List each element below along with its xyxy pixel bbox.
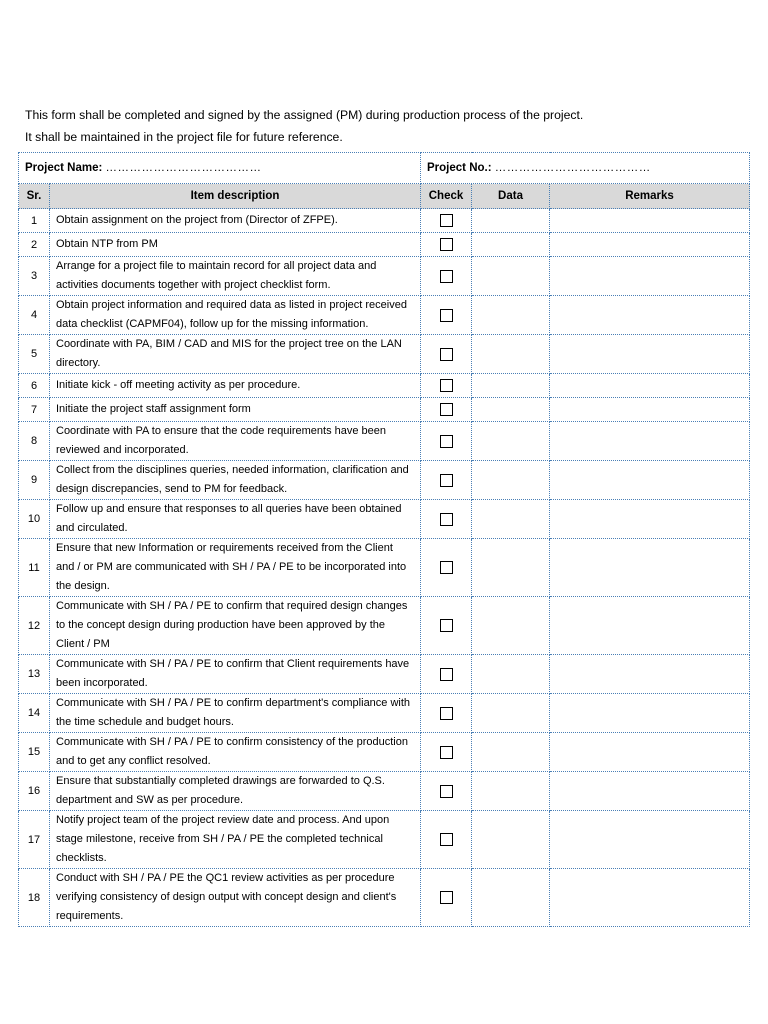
row-remarks-cell[interactable] <box>550 209 750 233</box>
row-item-description: Ensure that new Information or requirements received from the Client and / or PM are communicated with SH / PA / PE to be incorporated into the design. <box>50 539 421 597</box>
row-data-cell[interactable] <box>472 500 550 539</box>
row-check-cell <box>421 233 472 257</box>
row-data-cell[interactable] <box>472 539 550 597</box>
row-remarks-cell[interactable] <box>550 461 750 500</box>
row-data-cell[interactable] <box>472 257 550 296</box>
project-name-label: Project Name: <box>25 162 103 174</box>
table-row <box>19 422 750 461</box>
row-check-cell <box>421 398 472 422</box>
table-row <box>19 655 750 694</box>
row-item-description: Follow up and ensure that responses to all queries have been obtained and circulated. <box>50 500 421 539</box>
row-data-cell[interactable] <box>472 655 550 694</box>
row-sr: 15 <box>19 733 50 772</box>
table-row <box>19 500 750 539</box>
row-data-cell[interactable] <box>472 335 550 374</box>
table-row <box>19 257 750 296</box>
table-row <box>19 398 750 422</box>
row-sr: 1 <box>19 209 50 233</box>
row-sr: 17 <box>19 811 50 869</box>
project-no-cell[interactable] <box>421 153 750 184</box>
row-check-cell <box>421 335 472 374</box>
header-item-description: Item description <box>50 184 421 209</box>
project-no-label: Project No.: <box>427 162 492 174</box>
row-sr: 8 <box>19 422 50 461</box>
row-sr: 13 <box>19 655 50 694</box>
intro-text <box>25 104 745 148</box>
row-remarks-cell[interactable] <box>550 811 750 869</box>
row-remarks-cell[interactable] <box>550 398 750 422</box>
header-check: Check <box>421 184 472 209</box>
checkbox-icon[interactable] <box>440 403 453 416</box>
row-remarks-cell[interactable] <box>550 500 750 539</box>
table-row <box>19 296 750 335</box>
row-item-description: Coordinate with PA, BIM / CAD and MIS for the project tree on the LAN directory. <box>50 335 421 374</box>
row-check-cell <box>421 461 472 500</box>
table-row <box>19 733 750 772</box>
row-item-description: Obtain assignment on the project from (Director of ZFPE). <box>50 209 421 233</box>
row-check-cell <box>421 811 472 869</box>
row-item-description: Communicate with SH / PA / PE to confirm that required design changes to the concept design during production have been approved by the Client / PM <box>50 597 421 655</box>
checkbox-icon[interactable] <box>440 707 453 720</box>
table-row <box>19 461 750 500</box>
table-header-row <box>19 184 750 209</box>
checkbox-icon[interactable] <box>440 270 453 283</box>
row-remarks-cell[interactable] <box>550 257 750 296</box>
row-sr: 18 <box>19 869 50 927</box>
checkbox-icon[interactable] <box>440 785 453 798</box>
table-row <box>19 335 750 374</box>
row-check-cell <box>421 296 472 335</box>
row-sr: 11 <box>19 539 50 597</box>
row-data-cell[interactable] <box>472 733 550 772</box>
row-check-cell <box>421 422 472 461</box>
row-item-description: Arrange for a project file to maintain record for all project data and activities documents together with project checklist form. <box>50 257 421 296</box>
checkbox-icon[interactable] <box>440 435 453 448</box>
row-check-cell <box>421 694 472 733</box>
intro-line-2: It shall be maintained in the project file for future reference. <box>25 130 343 144</box>
table-row <box>19 233 750 257</box>
row-remarks-cell[interactable] <box>550 335 750 374</box>
checkbox-icon[interactable] <box>440 619 453 632</box>
intro-line-1: This form shall be completed and signed by the assigned (PM) during production process of the project. <box>25 108 584 122</box>
row-remarks-cell[interactable] <box>550 296 750 335</box>
header-remarks: Remarks <box>550 184 750 209</box>
row-sr: 14 <box>19 694 50 733</box>
table-row <box>19 374 750 398</box>
checkbox-icon[interactable] <box>440 833 453 846</box>
row-data-cell[interactable] <box>472 811 550 869</box>
row-sr: 7 <box>19 398 50 422</box>
row-check-cell <box>421 772 472 811</box>
row-sr: 6 <box>19 374 50 398</box>
header-sr: Sr. <box>19 184 50 209</box>
row-sr: 10 <box>19 500 50 539</box>
row-sr: 3 <box>19 257 50 296</box>
row-sr: 4 <box>19 296 50 335</box>
row-remarks-cell[interactable] <box>550 772 750 811</box>
row-check-cell <box>421 869 472 927</box>
project-name-value: ………………………………… <box>105 162 262 174</box>
row-item-description: Communicate with SH / PA / PE to confirm department's compliance with the time schedule and budget hours. <box>50 694 421 733</box>
project-name-cell[interactable] <box>19 153 421 184</box>
checkbox-icon[interactable] <box>440 891 453 904</box>
row-sr: 2 <box>19 233 50 257</box>
table-row <box>19 772 750 811</box>
row-check-cell <box>421 374 472 398</box>
checkbox-icon[interactable] <box>440 348 453 361</box>
checkbox-icon[interactable] <box>440 214 453 227</box>
checkbox-icon[interactable] <box>440 561 453 574</box>
row-sr: 12 <box>19 597 50 655</box>
row-item-description: Communicate with SH / PA / PE to confirm that Client requirements have been incorporated. <box>50 655 421 694</box>
project-no-value: ………………………………… <box>494 162 651 174</box>
row-sr: 5 <box>19 335 50 374</box>
row-sr: 9 <box>19 461 50 500</box>
row-data-cell[interactable] <box>472 209 550 233</box>
table-row <box>19 811 750 869</box>
row-remarks-cell[interactable] <box>550 422 750 461</box>
row-remarks-cell[interactable] <box>550 539 750 597</box>
project-info-row <box>19 153 750 184</box>
checklist-table <box>18 152 750 927</box>
row-data-cell[interactable] <box>472 296 550 335</box>
row-remarks-cell[interactable] <box>550 233 750 257</box>
checkbox-icon[interactable] <box>440 379 453 392</box>
row-remarks-cell[interactable] <box>550 733 750 772</box>
checkbox-icon[interactable] <box>440 513 453 526</box>
table-row <box>19 209 750 233</box>
row-item-description: Notify project team of the project review date and process. And upon stage milestone, receive from SH / PA / PE the completed technical checklists. <box>50 811 421 869</box>
checkbox-icon[interactable] <box>440 309 453 322</box>
header-data: Data <box>472 184 550 209</box>
row-check-cell <box>421 539 472 597</box>
row-data-cell[interactable] <box>472 694 550 733</box>
table-row <box>19 694 750 733</box>
row-item-description: Obtain project information and required data as listed in project received data checklist (CAPMF04), follow up for the missing information. <box>50 296 421 335</box>
row-data-cell[interactable] <box>472 597 550 655</box>
row-item-description: Initiate kick - off meeting activity as per procedure. <box>50 374 421 398</box>
row-remarks-cell[interactable] <box>550 597 750 655</box>
checkbox-icon[interactable] <box>440 746 453 759</box>
row-data-cell[interactable] <box>472 398 550 422</box>
row-check-cell <box>421 597 472 655</box>
row-data-cell[interactable] <box>472 772 550 811</box>
row-item-description: Initiate the project staff assignment form <box>50 398 421 422</box>
row-item-description: Coordinate with PA to ensure that the code requirements have been reviewed and incorporated. <box>50 422 421 461</box>
row-check-cell <box>421 733 472 772</box>
checkbox-icon[interactable] <box>440 474 453 487</box>
checkbox-icon[interactable] <box>440 668 453 681</box>
row-item-description: Obtain NTP from PM <box>50 233 421 257</box>
row-remarks-cell[interactable] <box>550 655 750 694</box>
row-item-description: Communicate with SH / PA / PE to confirm consistency of the production and to get any conflict resolved. <box>50 733 421 772</box>
row-check-cell <box>421 257 472 296</box>
table-row <box>19 539 750 597</box>
row-item-description: Ensure that substantially completed drawings are forwarded to Q.S. department and SW as per procedure. <box>50 772 421 811</box>
checkbox-icon[interactable] <box>440 238 453 251</box>
row-remarks-cell[interactable] <box>550 374 750 398</box>
row-item-description: Conduct with SH / PA / PE the QC1 review activities as per procedure verifying consistency of design output with concept design and client's requirements. <box>50 869 421 927</box>
table-row <box>19 597 750 655</box>
row-data-cell[interactable] <box>472 422 550 461</box>
table-row <box>19 869 750 927</box>
row-data-cell[interactable] <box>472 461 550 500</box>
row-sr: 16 <box>19 772 50 811</box>
row-data-cell[interactable] <box>472 233 550 257</box>
row-data-cell[interactable] <box>472 374 550 398</box>
row-remarks-cell[interactable] <box>550 694 750 733</box>
row-item-description: Collect from the disciplines queries, needed information, clarification and design discrepancies, send to PM for feedback. <box>50 461 421 500</box>
row-remarks-cell[interactable] <box>550 869 750 927</box>
row-check-cell <box>421 500 472 539</box>
row-check-cell <box>421 209 472 233</box>
row-check-cell <box>421 655 472 694</box>
row-data-cell[interactable] <box>472 869 550 927</box>
